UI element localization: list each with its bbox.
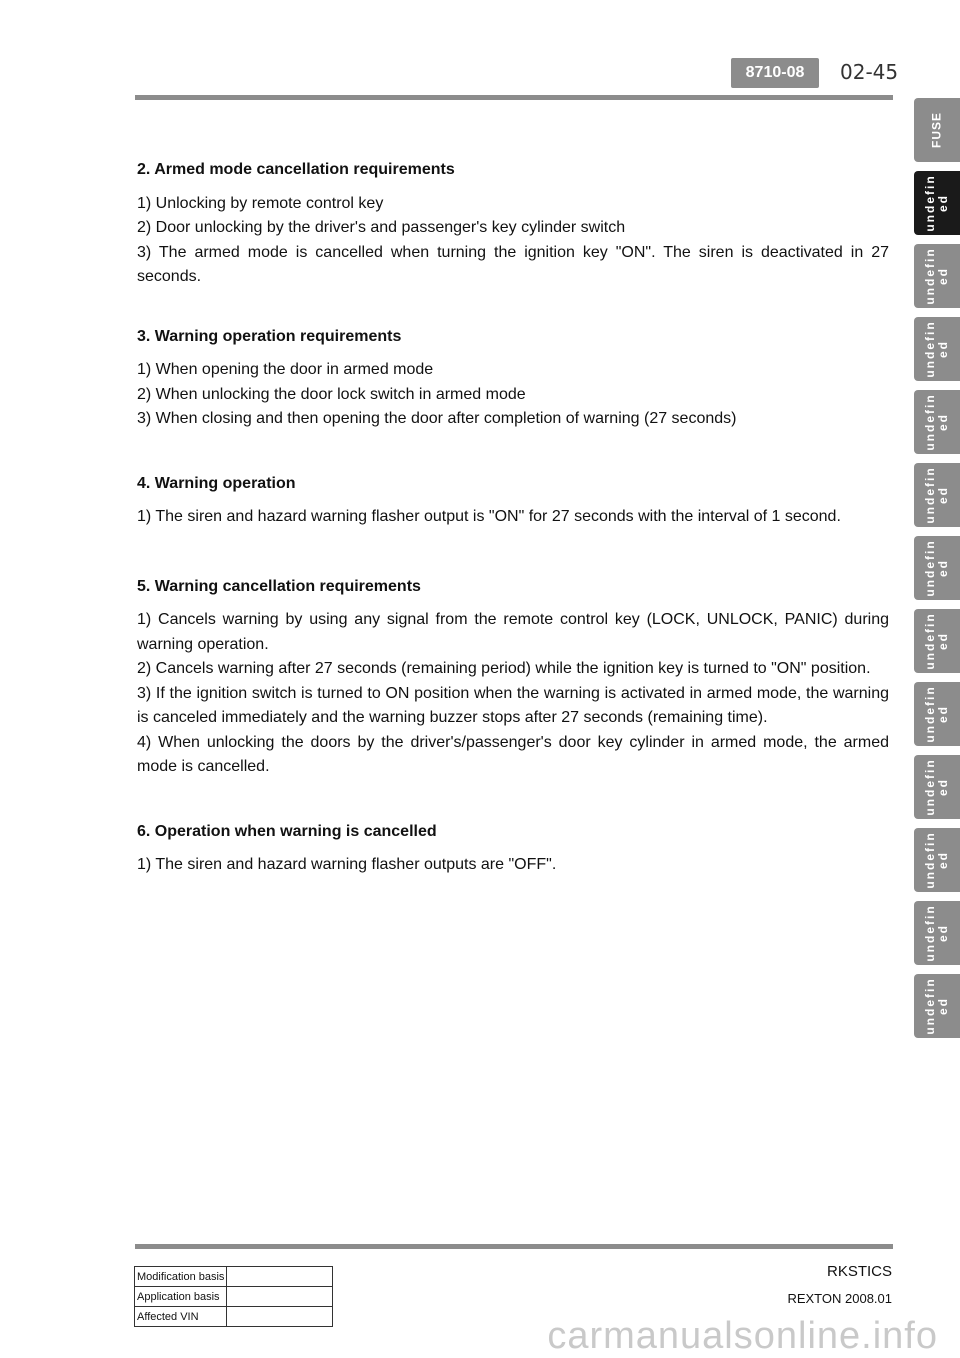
revision-label: Application basis bbox=[135, 1287, 227, 1307]
side-tab-label: undefin ed bbox=[923, 685, 950, 743]
section-item: 3) If the ignition switch is turned to ON position when the warning is activated in armed mode, the warning is canceled immediately and the warning buzzer stops after 27 seconds (remaining time). bbox=[137, 684, 889, 726]
model-label: REXTON 2008.01 bbox=[787, 1291, 892, 1306]
table-row bbox=[135, 1267, 333, 1287]
section-item: 2) When unlocking the door lock switch in armed mode bbox=[137, 385, 526, 403]
revision-value bbox=[227, 1287, 333, 1307]
side-tab-label: undefin ed bbox=[923, 977, 950, 1035]
side-tab-item[interactable] bbox=[914, 755, 960, 819]
revision-label: Modification basis bbox=[135, 1267, 227, 1287]
side-tab-item[interactable] bbox=[914, 390, 960, 454]
side-tab-item[interactable] bbox=[914, 901, 960, 965]
side-tab-label: undefin ed bbox=[923, 466, 950, 524]
top-divider bbox=[135, 95, 893, 100]
side-tab-label: FUSE bbox=[929, 112, 944, 149]
main-content bbox=[137, 158, 889, 878]
side-tab-item[interactable] bbox=[914, 244, 960, 308]
side-tab-item[interactable] bbox=[914, 682, 960, 746]
section-item: 1) The siren and hazard warning flasher output is "ON" for 27 seconds with the interval of 1 second. bbox=[137, 508, 841, 525]
side-tab-label: undefin ed bbox=[923, 612, 950, 670]
side-tab-label: undefin ed bbox=[923, 174, 950, 232]
side-tab-fuse[interactable] bbox=[914, 98, 960, 162]
section-item: 1) Cancels warning by using any signal from the remote control key (LOCK, UNLOCK, PANIC) during warning operation. bbox=[137, 611, 889, 653]
section-title: 5. Warning cancellation requirements bbox=[137, 577, 421, 595]
side-tab-item[interactable] bbox=[914, 536, 960, 600]
side-tab-label: undefin ed bbox=[923, 831, 950, 889]
bottom-divider bbox=[135, 1244, 893, 1249]
side-tab-item[interactable] bbox=[914, 463, 960, 527]
side-tab-label: undefin ed bbox=[923, 320, 950, 378]
section-item: 1) Unlocking by remote control key bbox=[137, 194, 384, 212]
section-item: 4) When unlocking the doors by the driver's/passenger's door key cylinder in armed mode, the armed mode is cancelled. bbox=[137, 733, 889, 775]
side-tab-label: undefin ed bbox=[923, 758, 950, 816]
side-tab-item[interactable] bbox=[914, 974, 960, 1038]
section-item: 2) Door unlocking by the driver's and passenger's key cylinder switch bbox=[137, 219, 626, 236]
page-number: 02-45 bbox=[840, 60, 899, 84]
side-tab-item[interactable] bbox=[914, 609, 960, 673]
table-row bbox=[135, 1287, 333, 1307]
section-title: 6. Operation when warning is cancelled bbox=[137, 822, 437, 840]
side-tab-label: undefin ed bbox=[923, 247, 950, 305]
section-title: 3. Warning operation requirements bbox=[137, 327, 402, 345]
section-item: 1) When opening the door in armed mode bbox=[137, 361, 434, 378]
section-item: 2) Cancels warning after 27 seconds (remaining period) while the ignition key is turned to "ON" position. bbox=[137, 660, 871, 677]
side-tab-label: undefin ed bbox=[923, 393, 950, 451]
section-item: 3) The armed mode is cancelled when turning the ignition key "ON". The siren is deactivated in 27 seconds. bbox=[137, 243, 889, 285]
revision-label: Affected VIN bbox=[135, 1307, 227, 1327]
revision-value bbox=[227, 1267, 333, 1287]
section-item: 1) The siren and hazard warning flasher outputs are "OFF". bbox=[137, 856, 557, 873]
side-tab-label: undefin ed bbox=[923, 904, 950, 962]
watermark-text: carmanualsonline.info bbox=[547, 1315, 938, 1357]
side-tab-item[interactable] bbox=[914, 317, 960, 381]
side-tab-label: undefin ed bbox=[923, 539, 950, 597]
section-item: 3) When closing and then opening the door after completion of warning (27 seconds) bbox=[137, 410, 737, 427]
section-title: 2. Armed mode cancellation requirements bbox=[137, 161, 455, 178]
side-tab-item[interactable] bbox=[914, 171, 960, 235]
doc-code-badge: 8710-08 bbox=[731, 58, 819, 88]
side-tab-item[interactable] bbox=[914, 828, 960, 892]
manufacturer-label: RKSTICS bbox=[826, 1263, 892, 1280]
section-title: 4. Warning operation bbox=[137, 474, 296, 492]
